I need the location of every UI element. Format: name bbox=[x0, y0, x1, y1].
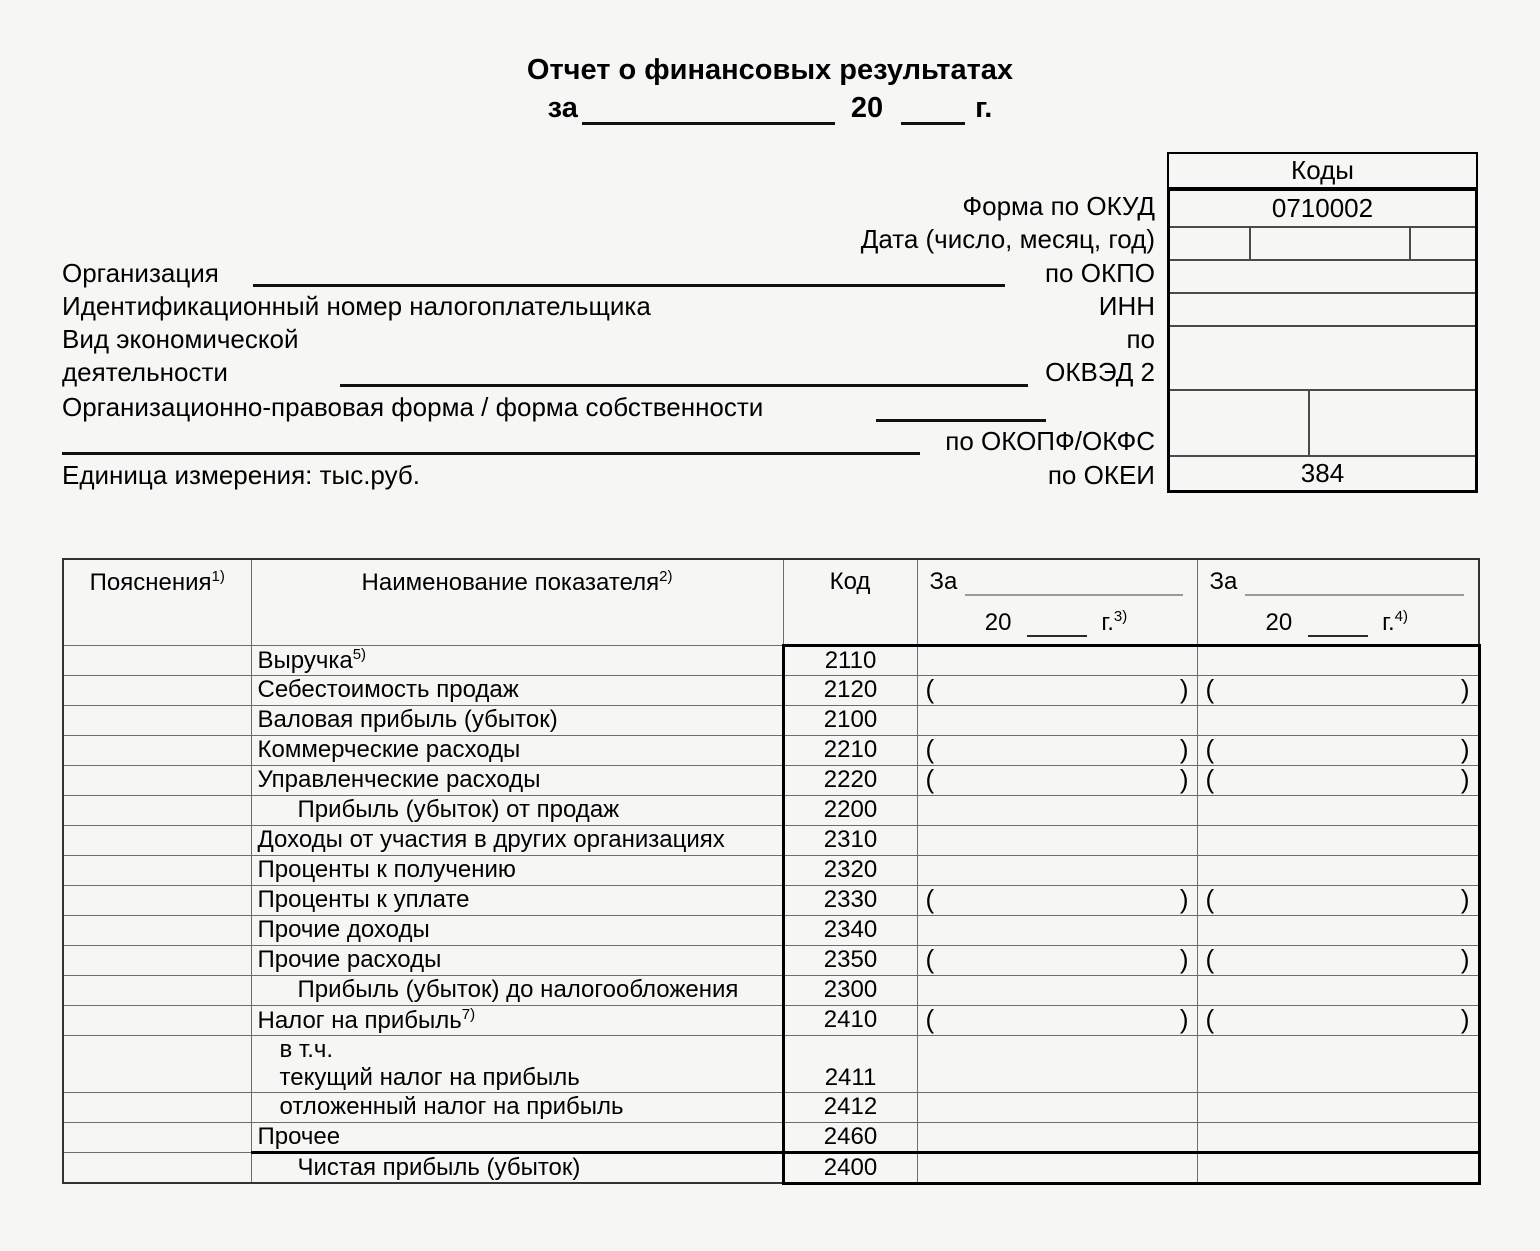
value-period-2-cell[interactable]: ( ) bbox=[1197, 765, 1479, 795]
okpo-code-cell[interactable] bbox=[1170, 261, 1475, 294]
row-code-cell: 2300 bbox=[783, 975, 917, 1005]
table-row bbox=[63, 1064, 1479, 1093]
explanation-cell[interactable] bbox=[63, 1064, 251, 1093]
row-code-cell: 2411 bbox=[783, 1064, 917, 1093]
date-code-row bbox=[1170, 228, 1475, 261]
indicator-name-cell: Выручка$^{5)}$ bbox=[251, 645, 783, 675]
row-code-cell: 2120 bbox=[783, 675, 917, 705]
col-header-period-1 bbox=[917, 559, 1197, 645]
indicator-name-cell: Доходы от участия в других организациях bbox=[251, 825, 783, 855]
indicator-name-cell: в т.ч. bbox=[251, 1035, 783, 1064]
explanation-cell[interactable] bbox=[63, 945, 251, 975]
table-row bbox=[63, 705, 1479, 735]
explanation-cell[interactable] bbox=[63, 1092, 251, 1122]
row-code-cell: 2100 bbox=[783, 705, 917, 735]
codes-box bbox=[1167, 188, 1478, 493]
explanation-cell[interactable] bbox=[63, 795, 251, 825]
value-period-1-cell[interactable]: ( ) bbox=[917, 945, 1197, 975]
table-row bbox=[63, 855, 1479, 885]
okved-label: ОКВЭД 2 bbox=[1045, 357, 1155, 387]
activity-type-label-line2: деятельности bbox=[62, 357, 228, 387]
indicator-name-cell: Проценты к уплате bbox=[251, 885, 783, 915]
indicator-name-cell: Прочие расходы bbox=[251, 945, 783, 975]
table-row bbox=[63, 825, 1479, 855]
value-period-2-cell[interactable] bbox=[1197, 795, 1479, 825]
table-row bbox=[63, 885, 1479, 915]
table-row bbox=[63, 975, 1479, 1005]
period-za-label: за bbox=[547, 92, 578, 124]
value-period-1-cell[interactable] bbox=[917, 795, 1197, 825]
activity-blank-field[interactable] bbox=[340, 384, 1028, 387]
legal-form-blank-field-2[interactable] bbox=[62, 452, 920, 455]
explanation-cell[interactable] bbox=[63, 1152, 251, 1183]
value-period-1-cell[interactable] bbox=[917, 645, 1197, 675]
row-code-cell: 2200 bbox=[783, 795, 917, 825]
period2-year-suffix: г.$^{4)}$ bbox=[1382, 608, 1409, 636]
value-period-2-cell[interactable] bbox=[1197, 705, 1479, 735]
okud-label: Форма по ОКУД bbox=[962, 191, 1155, 221]
period1-blank-field[interactable] bbox=[965, 570, 1182, 596]
form-period-line bbox=[0, 92, 1540, 125]
row-code-cell: 2110 bbox=[783, 645, 917, 675]
pl-table bbox=[62, 558, 1481, 1185]
indicator-name-cell: Прибыль (убыток) от продаж bbox=[251, 795, 783, 825]
value-period-2-cell[interactable] bbox=[1197, 1122, 1479, 1152]
measurement-unit-label: Единица измерения: тыс.руб. bbox=[62, 460, 420, 490]
table-row bbox=[63, 945, 1479, 975]
value-period-2-cell[interactable] bbox=[1197, 915, 1479, 945]
value-period-1-cell[interactable]: ( ) bbox=[917, 765, 1197, 795]
table-row bbox=[63, 1035, 1479, 1064]
date-day-cell[interactable] bbox=[1170, 228, 1249, 259]
table-row bbox=[63, 795, 1479, 825]
explanation-cell[interactable] bbox=[63, 1035, 251, 1064]
value-period-1-cell[interactable] bbox=[917, 855, 1197, 885]
value-period-2-cell[interactable] bbox=[1197, 975, 1479, 1005]
form-title: Отчет о финансовых результатах bbox=[526, 54, 1014, 86]
period2-blank-field[interactable] bbox=[1245, 570, 1464, 596]
value-period-1-cell[interactable]: ( ) bbox=[917, 1005, 1197, 1035]
codes-header-box bbox=[1167, 152, 1478, 189]
value-period-2-cell[interactable] bbox=[1197, 1035, 1479, 1064]
value-period-1-cell[interactable] bbox=[917, 975, 1197, 1005]
table-row bbox=[63, 735, 1479, 765]
period-blank-field[interactable] bbox=[582, 96, 835, 125]
period2-year-prefix: 20 bbox=[1265, 609, 1293, 636]
okopf-code-cell[interactable] bbox=[1170, 391, 1310, 455]
pl-table-body bbox=[63, 645, 1479, 1183]
period1-year-prefix: 20 bbox=[984, 609, 1012, 636]
table-row bbox=[63, 1152, 1479, 1183]
po-label: по bbox=[1126, 324, 1155, 354]
row-code-cell: 2330 bbox=[783, 885, 917, 915]
indicator-name-cell: отложенный налог на прибыль bbox=[251, 1092, 783, 1122]
value-period-2-cell[interactable]: ( ) bbox=[1197, 945, 1479, 975]
value-period-1-cell[interactable] bbox=[917, 915, 1197, 945]
row-code-cell: 2350 bbox=[783, 945, 917, 975]
row-code-cell: 2220 bbox=[783, 765, 917, 795]
explanation-cell[interactable] bbox=[63, 855, 251, 885]
col-header-period-2 bbox=[1197, 559, 1479, 645]
indicator-name-cell: Прибыль (убыток) до налогообложения bbox=[251, 975, 783, 1005]
okei-label: по ОКЕИ bbox=[1047, 460, 1155, 490]
value-period-1-cell[interactable]: ( ) bbox=[917, 885, 1197, 915]
okopf-okfs-label: по ОКОПФ/ОКФС bbox=[945, 426, 1155, 456]
explanation-cell[interactable] bbox=[63, 915, 251, 945]
value-period-1-cell[interactable] bbox=[917, 705, 1197, 735]
explanation-cell[interactable] bbox=[63, 705, 251, 735]
value-period-1-cell[interactable]: ( ) bbox=[917, 735, 1197, 765]
row-code-cell: 2412 bbox=[783, 1092, 917, 1122]
period-year-suffix: г. bbox=[975, 92, 993, 124]
explanation-cell[interactable] bbox=[63, 1122, 251, 1152]
okud-code-cell bbox=[1170, 191, 1475, 228]
col-header-code: Код bbox=[783, 559, 917, 645]
value-period-2-cell[interactable] bbox=[1197, 825, 1479, 855]
col-header-explanations: Пояснения$^{1)}$ bbox=[63, 559, 251, 645]
row-code-cell: 2340 bbox=[783, 915, 917, 945]
period-year-prefix: 20 bbox=[850, 92, 884, 124]
period-year-blank-field[interactable] bbox=[901, 96, 965, 125]
row-code-cell: 2460 bbox=[783, 1122, 917, 1152]
indicator-name-cell: Проценты к получению bbox=[251, 855, 783, 885]
row-code-cell: 2320 bbox=[783, 855, 917, 885]
value-period-2-cell[interactable] bbox=[1197, 1152, 1479, 1183]
organization-blank-field[interactable] bbox=[253, 284, 1005, 287]
okei-code-cell bbox=[1170, 457, 1475, 490]
indicator-name-cell: Налог на прибыль$^{7)}$ bbox=[251, 1005, 783, 1035]
value-period-1-cell[interactable] bbox=[917, 1064, 1197, 1093]
table-row bbox=[63, 1092, 1479, 1122]
table-row bbox=[63, 1122, 1479, 1152]
explanation-cell[interactable] bbox=[63, 735, 251, 765]
indicator-name-cell: Прочее bbox=[251, 1122, 783, 1152]
value-period-2-cell[interactable] bbox=[1197, 1092, 1479, 1122]
indicator-name-cell: Управленческие расходы bbox=[251, 765, 783, 795]
value-period-2-cell[interactable]: ( ) bbox=[1197, 675, 1479, 705]
value-period-2-cell[interactable] bbox=[1197, 855, 1479, 885]
taxpayer-id-label: Идентификационный номер налогоплательщика bbox=[62, 291, 651, 321]
value-period-1-cell[interactable] bbox=[917, 1092, 1197, 1122]
date-label: Дата (число, месяц, год) bbox=[860, 224, 1155, 254]
legal-form-label: Организационно-правовая форма / форма собственности bbox=[62, 392, 764, 422]
okfs-code-cell[interactable] bbox=[1310, 391, 1475, 455]
explanation-cell[interactable] bbox=[63, 825, 251, 855]
value-period-1-cell[interactable] bbox=[917, 825, 1197, 855]
value-period-1-cell[interactable] bbox=[917, 1152, 1197, 1183]
explanation-cell[interactable] bbox=[63, 975, 251, 1005]
activity-type-label-line1: Вид экономической bbox=[62, 324, 299, 354]
value-period-1-cell[interactable] bbox=[917, 1035, 1197, 1064]
value-period-2-cell[interactable]: ( ) bbox=[1197, 885, 1479, 915]
row-code-cell bbox=[783, 1035, 917, 1064]
okopf-okfs-code-row bbox=[1170, 391, 1475, 457]
okved-code-cell[interactable] bbox=[1170, 327, 1475, 391]
table-header-row bbox=[63, 559, 1479, 645]
explanation-cell[interactable] bbox=[63, 885, 251, 915]
col-header-indicator: Наименование показателя$^{2)}$ bbox=[251, 559, 783, 645]
value-period-2-cell[interactable] bbox=[1197, 645, 1479, 675]
explanation-cell[interactable] bbox=[63, 765, 251, 795]
indicator-name-cell: Себестоимость продаж bbox=[251, 675, 783, 705]
codes-header-label: Коды bbox=[1291, 155, 1354, 185]
value-period-1-cell[interactable] bbox=[917, 1122, 1197, 1152]
indicator-name-cell: Коммерческие расходы bbox=[251, 735, 783, 765]
explanation-cell[interactable] bbox=[63, 1005, 251, 1035]
value-period-2-cell[interactable]: ( ) bbox=[1197, 735, 1479, 765]
indicator-name-cell: Чистая прибыль (убыток) bbox=[251, 1152, 783, 1183]
value-period-2-cell[interactable] bbox=[1197, 1064, 1479, 1093]
value-period-1-cell[interactable]: ( ) bbox=[917, 675, 1197, 705]
okpo-label: по ОКПО bbox=[1044, 258, 1155, 288]
row-code-cell: 2410 bbox=[783, 1005, 917, 1035]
okud-code-value: 0710002 bbox=[1271, 193, 1374, 223]
table-row bbox=[63, 1005, 1479, 1035]
period2-year-blank-field[interactable] bbox=[1308, 611, 1368, 637]
indicator-name-cell: Валовая прибыль (убыток) bbox=[251, 705, 783, 735]
row-code-cell: 2210 bbox=[783, 735, 917, 765]
date-month-cell[interactable] bbox=[1249, 228, 1411, 259]
row-code-cell: 2310 bbox=[783, 825, 917, 855]
inn-code-cell[interactable] bbox=[1170, 294, 1475, 327]
okei-code-value: 384 bbox=[1300, 458, 1345, 488]
table-row bbox=[63, 645, 1479, 675]
period1-year-suffix: г.$^{3)}$ bbox=[1101, 608, 1128, 636]
table-row bbox=[63, 675, 1479, 705]
explanation-cell[interactable] bbox=[63, 675, 251, 705]
explanation-cell[interactable] bbox=[63, 645, 251, 675]
table-row bbox=[63, 765, 1479, 795]
indicator-name-cell: текущий налог на прибыль bbox=[251, 1064, 783, 1093]
value-period-2-cell[interactable]: ( ) bbox=[1197, 1005, 1479, 1035]
period1-year-blank-field[interactable] bbox=[1027, 611, 1087, 637]
row-code-cell: 2400 bbox=[783, 1152, 917, 1183]
table-row bbox=[63, 915, 1479, 945]
period2-za-label: За bbox=[1209, 568, 1238, 595]
organization-label: Организация bbox=[62, 258, 219, 288]
legal-form-blank-field-1[interactable] bbox=[876, 419, 1046, 422]
indicator-name-cell: Прочие доходы bbox=[251, 915, 783, 945]
period1-za-label: За bbox=[929, 568, 958, 595]
inn-label: ИНН bbox=[1098, 291, 1155, 321]
date-year-cell[interactable] bbox=[1411, 228, 1475, 259]
